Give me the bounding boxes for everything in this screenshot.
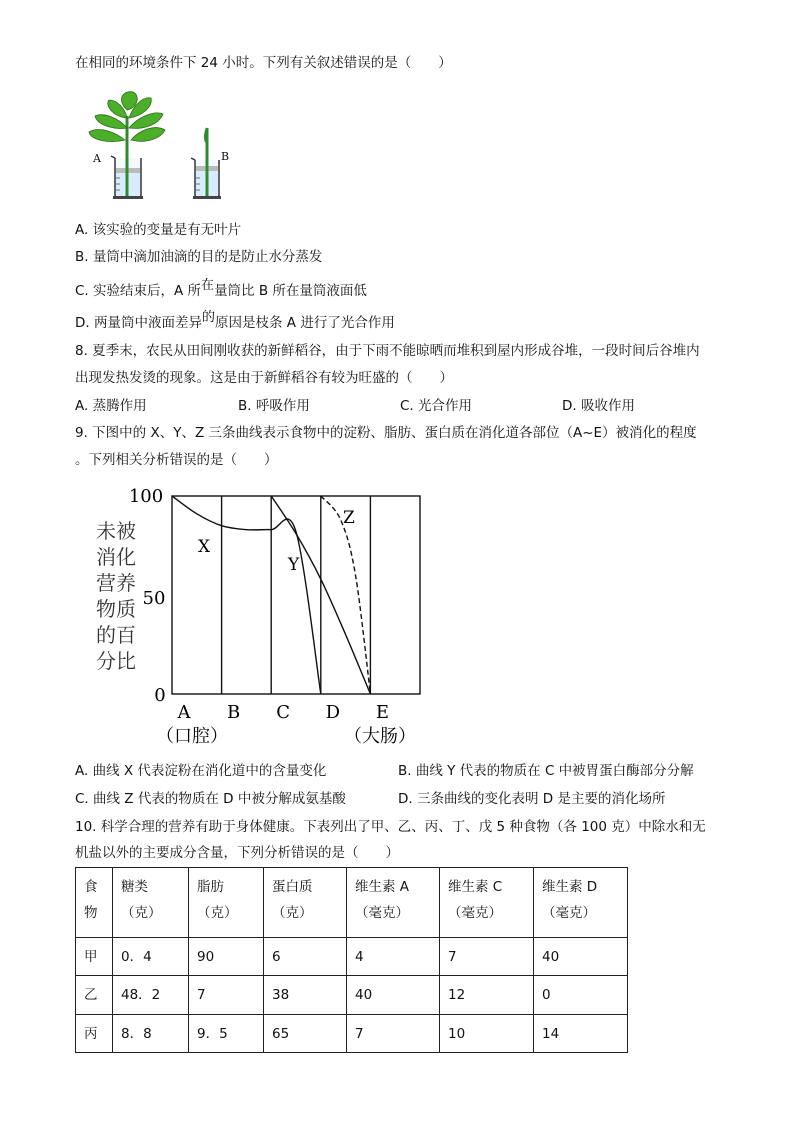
curve-x bbox=[172, 496, 321, 694]
q7-option-c-sup: 在 bbox=[201, 278, 215, 293]
y-axis-label-segment: 消化 bbox=[96, 545, 136, 569]
q8-option-c: C. 光合作用 bbox=[400, 398, 473, 414]
q7-option-c-post: 量筒比 B 所在量筒液面低 bbox=[214, 283, 367, 299]
table-cell: 6 bbox=[264, 938, 347, 976]
table-cell: 7 bbox=[189, 976, 264, 1015]
q9-option-b: B. 曲线 Y 代表的物质在 C 中被胃蛋白酶部分分解 bbox=[398, 763, 694, 779]
digestion-chart bbox=[80, 484, 440, 749]
q7-experiment-figure bbox=[85, 88, 245, 218]
q7-option-c-pre: C. 实验结束后，A 所 bbox=[75, 283, 202, 299]
x-tick-label: D bbox=[325, 702, 341, 723]
table-cell: 乙 bbox=[76, 976, 113, 1015]
curve-label-x: X bbox=[198, 537, 211, 557]
q7-option-b: B. 量筒中滴加油滴的目的是防止水分蒸发 bbox=[75, 249, 323, 265]
q10-stem-line1: 10. 科学合理的营养有助于身体健康。下表列出了甲、乙、丙、丁、戊 5 种食物（各 100 克）中除水和无 bbox=[75, 819, 706, 835]
table-row bbox=[76, 1015, 628, 1053]
header-cell: 维生素 D（毫克） bbox=[534, 868, 628, 938]
y-tick-0: 0 bbox=[154, 685, 166, 706]
y-axis-label-segment: 未被 bbox=[96, 519, 136, 543]
y-tick-100: 100 bbox=[128, 486, 164, 507]
q7-option-d-pre: D. 两量筒中液面差异 bbox=[75, 315, 202, 331]
q9-option-d: D. 三条曲线的变化表明 D 是主要的消化场所 bbox=[398, 791, 666, 807]
q8-option-b: B. 呼吸作用 bbox=[238, 398, 310, 414]
table-cell: 12 bbox=[440, 976, 534, 1015]
header-cell: 维生素 C（毫克） bbox=[440, 868, 534, 938]
table-cell: 7 bbox=[347, 1015, 440, 1053]
q8-option-d: D. 吸收作用 bbox=[562, 398, 635, 414]
x-sublabel-e: （大肠） bbox=[344, 726, 416, 747]
y-axis-label-segment: 营养 bbox=[96, 571, 136, 595]
y-axis-label-segment: 的百 bbox=[96, 623, 136, 647]
y-axis-label-segment: 分比 bbox=[96, 649, 136, 673]
q8-stem-line1: 8. 夏季末，农民从田间刚收获的新鲜稻谷，由于下雨不能晾晒而堆积到屋内形成谷堆，一段时间后谷堆内 bbox=[75, 343, 700, 359]
q9-option-c: C. 曲线 Z 代表的物质在 D 中被分解成氨基酸 bbox=[75, 791, 346, 807]
q7-option-a: A. 该实验的变量是有无叶片 bbox=[75, 222, 242, 238]
header-cell: 糖类（克） bbox=[113, 868, 189, 938]
q8-stem-line2: 出现发热发烫的现象。这是由于新鲜稻谷有较为旺盛的（ ） bbox=[75, 370, 453, 386]
y-axis-label bbox=[96, 519, 136, 673]
table-cell: 14 bbox=[534, 1015, 628, 1053]
q7-option-d-post: 原因是枝条 A 进行了光合作用 bbox=[215, 315, 395, 331]
table-cell: 0．4 bbox=[113, 938, 189, 976]
y-tick-50: 50 bbox=[142, 588, 166, 609]
table-cell: 丙 bbox=[76, 1015, 113, 1053]
x-sublabel-a: （口腔） bbox=[156, 726, 228, 747]
table-cell: 甲 bbox=[76, 938, 113, 976]
x-tick-label: B bbox=[226, 702, 241, 723]
header-cell: 食物 bbox=[76, 868, 113, 938]
curve-label-y: Y bbox=[288, 555, 300, 575]
chart-grid bbox=[172, 496, 420, 694]
q7-option-d bbox=[75, 310, 395, 333]
table-cell: 7 bbox=[440, 938, 534, 976]
header-cell: 脂肪（克） bbox=[189, 868, 264, 938]
table-cell: 8．8 bbox=[113, 1015, 189, 1053]
q9-stem-line2: 。下列相关分析错误的是（ ） bbox=[75, 452, 278, 468]
curve-label-z: Z bbox=[343, 508, 355, 528]
x-tick-label: A bbox=[177, 702, 191, 723]
q7-option-c bbox=[75, 278, 367, 301]
table-cell: 40 bbox=[347, 976, 440, 1015]
table-cell: 0 bbox=[534, 976, 628, 1015]
table-cell: 48．2 bbox=[113, 976, 189, 1015]
table-cell: 4 bbox=[347, 938, 440, 976]
x-tick-label: C bbox=[276, 702, 291, 723]
table-cell: 9．5 bbox=[189, 1015, 264, 1053]
table-row bbox=[76, 938, 628, 976]
q10-stem-line2: 机盐以外的主要成分含量，下列分析错误的是（ ） bbox=[75, 845, 399, 861]
table-header-row bbox=[76, 868, 628, 938]
q8-option-a: A. 蒸腾作用 bbox=[75, 398, 147, 414]
header-cell: 蛋白质（克） bbox=[264, 868, 347, 938]
q7-stem-tail: 在相同的环境条件下 24 小时。下列有关叙述错误的是（ ） bbox=[75, 55, 452, 71]
table-cell: 38 bbox=[264, 976, 347, 1015]
header-cell: 维生素 A（毫克） bbox=[347, 868, 440, 938]
nutrition-table bbox=[75, 867, 628, 1053]
x-tick-label: E bbox=[375, 702, 389, 723]
label-b: B bbox=[221, 150, 230, 163]
q7-option-d-sup: 的 bbox=[201, 310, 215, 325]
chart-frame bbox=[172, 496, 420, 694]
table-cell: 10 bbox=[440, 1015, 534, 1053]
table-cell: 65 bbox=[264, 1015, 347, 1053]
q9-stem-line1: 9. 下图中的 X、Y、Z 三条曲线表示食物中的淀粉、脂肪、蛋白质在消化道各部位（A~E）被消化的程度 bbox=[75, 425, 697, 441]
q9-option-a: A. 曲线 X 代表淀粉在消化道中的含量变化 bbox=[75, 763, 327, 779]
table-cell: 90 bbox=[189, 938, 264, 976]
label-a: A bbox=[93, 152, 101, 165]
x-axis-categories bbox=[177, 702, 389, 723]
table-cell: 40 bbox=[534, 938, 628, 976]
y-axis-label-segment: 物质 bbox=[96, 597, 136, 621]
table-row bbox=[76, 976, 628, 1015]
